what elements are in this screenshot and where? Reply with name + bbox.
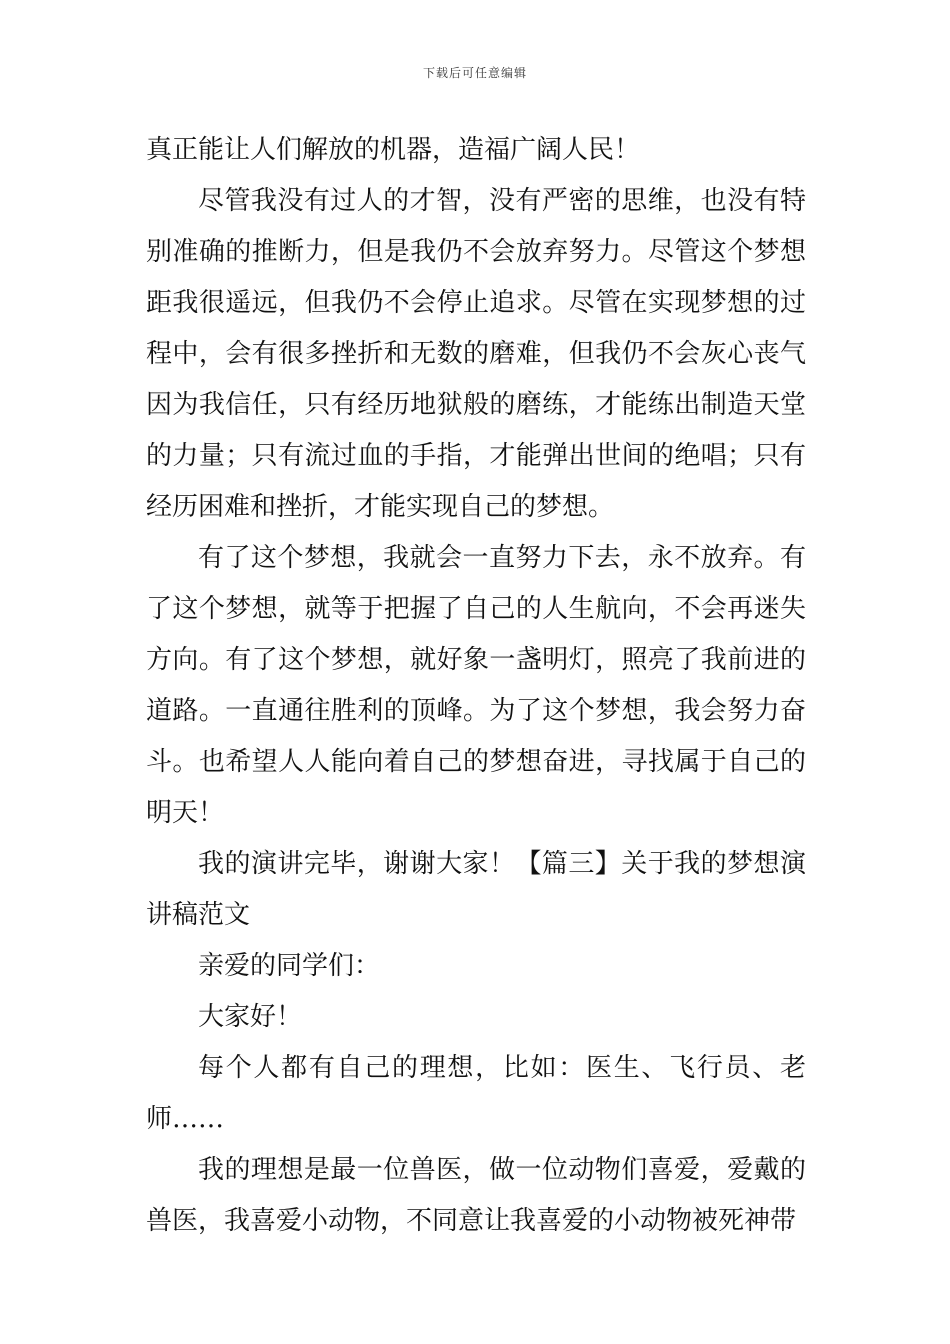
document-body [146, 125, 806, 1247]
paragraph: 尽管我没有过人的才智，没有严密的思维，也没有特别准确的推断力，但是我仍不会放弃努力。尽管这个梦想距我很遥远，但我仍不会停止追求。尽管在实现梦想的过程中，会有很多挫折和无数的磨难，但我仍不会灰心丧气因为我信任，只有经历地狱般的磨练，才能练出制造天堂的力量；只有流过血的手指，才能弹出世间的绝唱；只有经历困难和挫折，才能实现自己的梦想。 [146, 186, 806, 522]
paragraph: 有了这个梦想，我就会一直努力下去，永不放弃。有了这个梦想，就等于把握了自己的人生航向，不会再迷失方向。有了这个梦想，就好象一盏明灯，照亮了我前进的道路。一直通往胜利的顶峰。为了这个梦想，我会努力奋斗。也希望人人能向着自己的梦想奋进，寻找属于自己的明天！ [146, 543, 806, 828]
paragraph: 我的理想是最一位兽医，做一位动物们喜爱，爱戴的兽医，我喜爱小动物，不同意让我喜爱的小动物被死神带 [146, 1155, 806, 1236]
paragraph: 每个人都有自己的理想，比如：医生、飞行员、老师…… [146, 1053, 806, 1134]
paragraph: 我的演讲完毕，谢谢大家！【篇三】关于我的梦想演讲稿范文 [146, 849, 806, 930]
paragraph: 真正能让人们解放的机器，造福广阔人民！ [146, 135, 641, 165]
paragraph: 大家好！ [198, 1002, 303, 1032]
paragraph: 亲爱的同学们： [198, 951, 381, 981]
header-note: 下载后可任意编辑 [422, 66, 527, 80]
